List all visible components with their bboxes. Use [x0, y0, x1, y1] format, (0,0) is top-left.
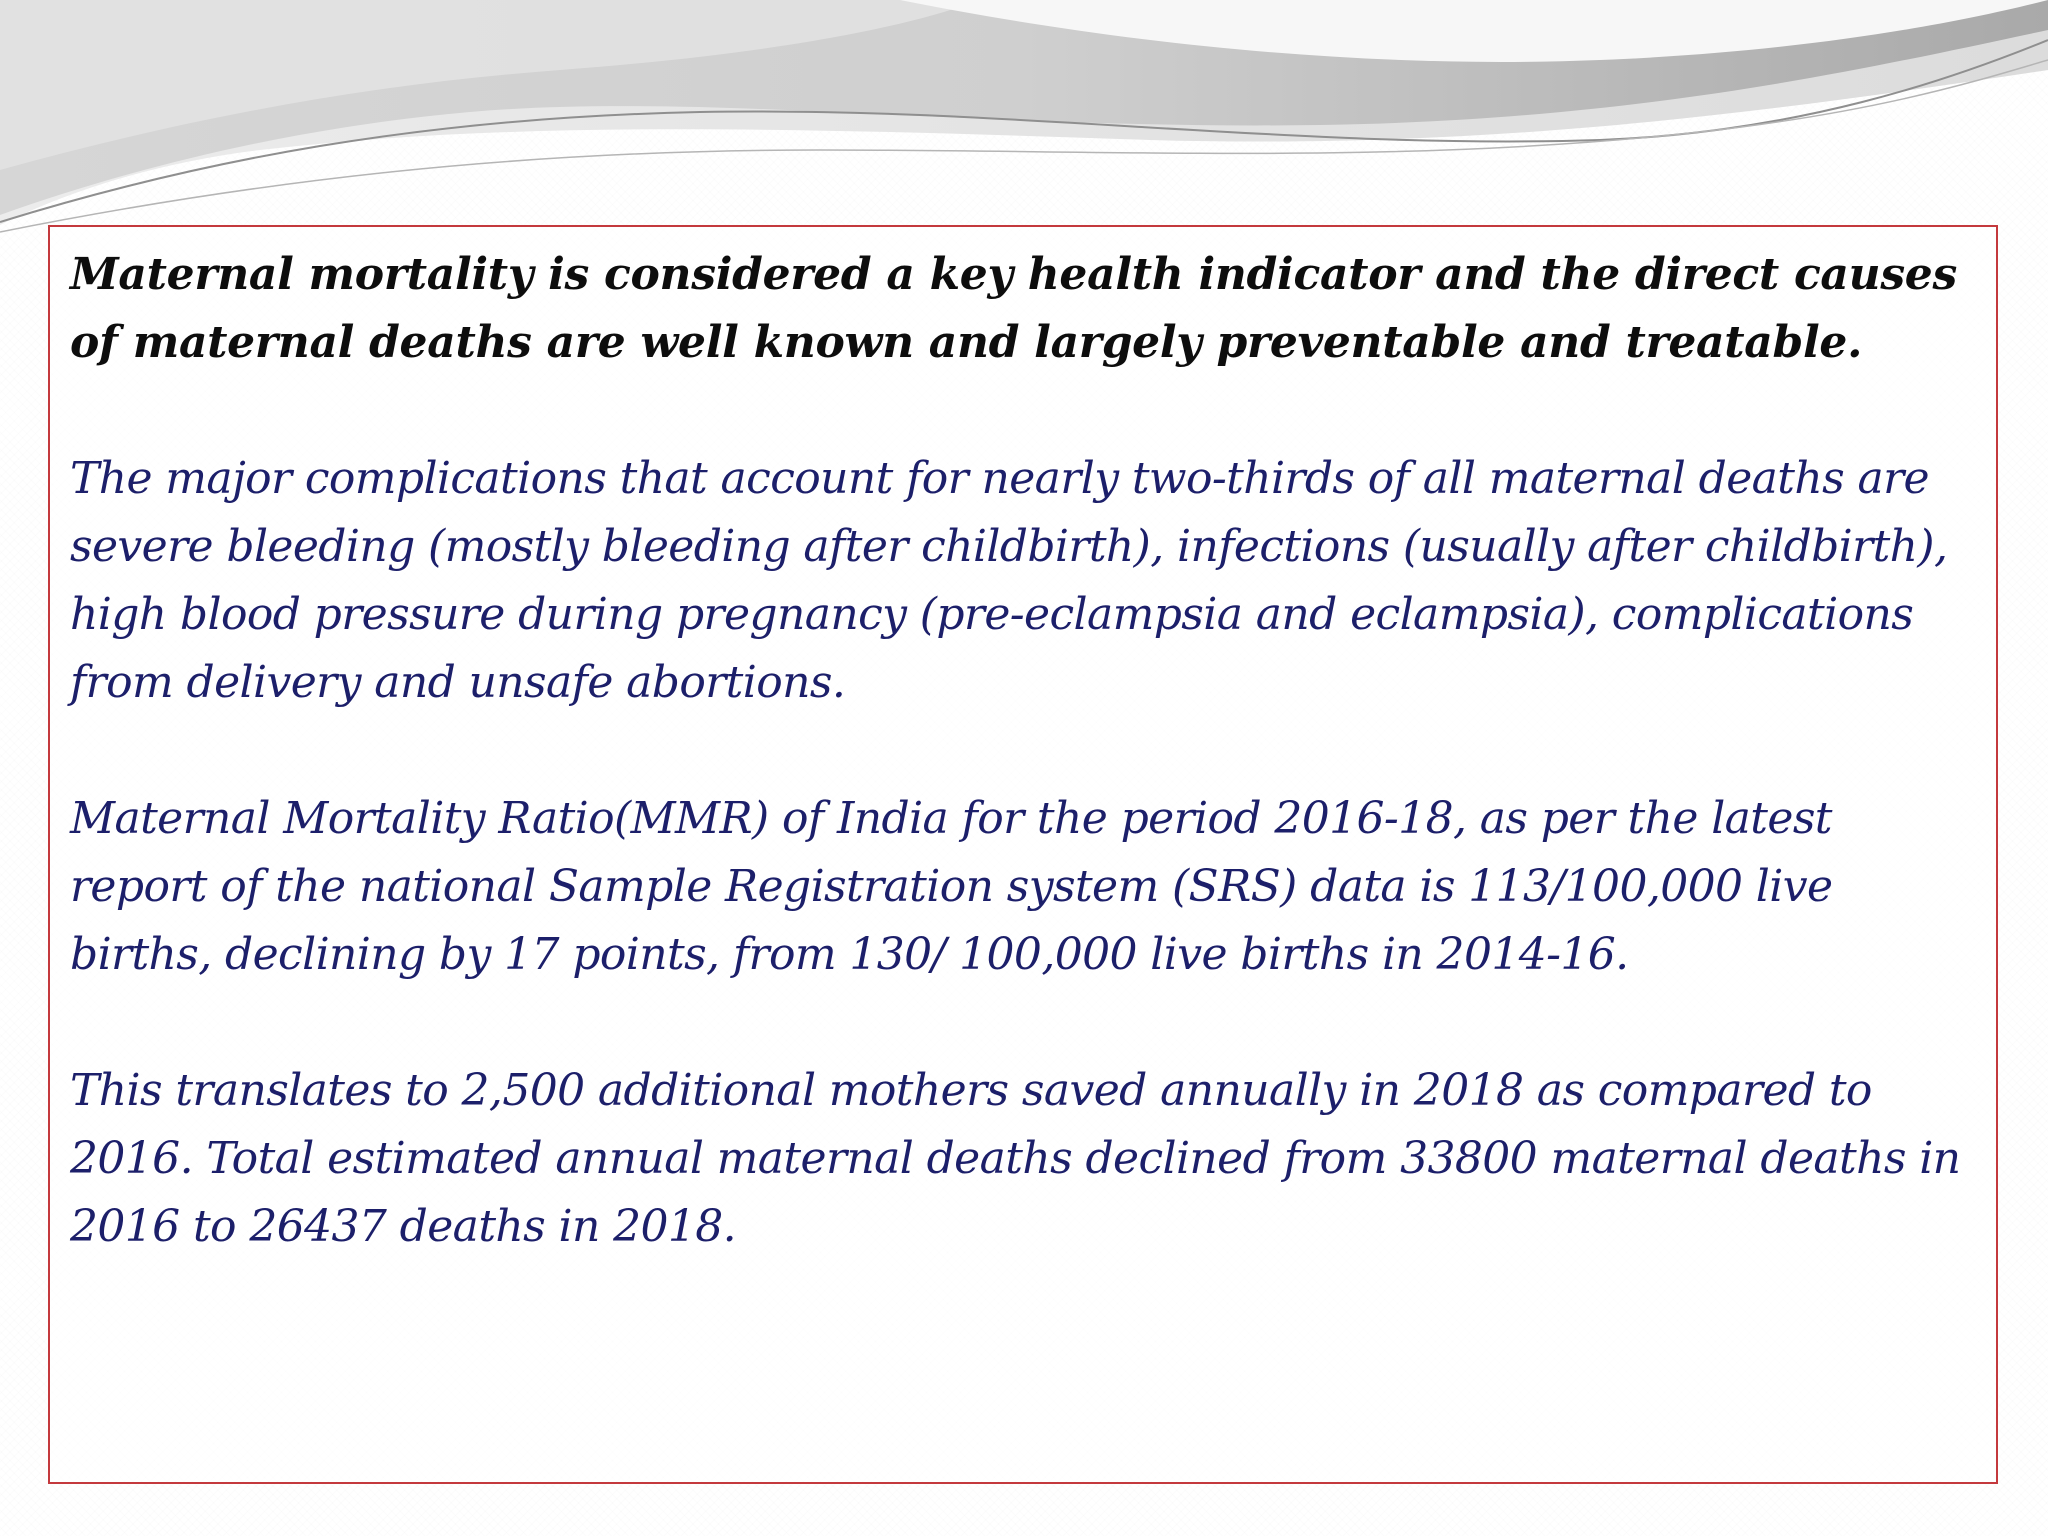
spacer	[70, 717, 1976, 785]
paragraph-key-indicator: Maternal mortality is considered a key health indicator and the direct causes of maternal deaths are well known and largely preventable and treatable.	[70, 249, 1957, 368]
paragraph-mmr-india: Maternal Mortality Ratio(MMR) of India for the period 2016-18, as per the latest report of the national Sample Registration system (SRS) data is 113/100,000 live births, declining by 17 points, from 130/ 100,000 live births in 2014-16.	[70, 793, 1833, 980]
spacer	[70, 377, 1976, 445]
decorative-wave-header	[0, 0, 2048, 240]
text-box	[48, 225, 1998, 1484]
spacer	[70, 989, 1976, 1057]
paragraph-mothers-saved: This translates to 2,500 additional mothers saved annually in 2018 as compared to 2016. Total estimated annual maternal deaths declined from 33800 maternal deaths in 2016 to 26437 deaths in 2018.	[70, 1065, 1961, 1252]
paragraph-major-complications: The major complications that account for nearly two-thirds of all maternal deaths are severe bleeding (mostly bleeding after childbirth), infections (usually after childbirth), high blood pressure during pregnancy (pre-eclampsia and eclampsia), complications from delivery and unsafe abortions.	[70, 453, 1948, 708]
